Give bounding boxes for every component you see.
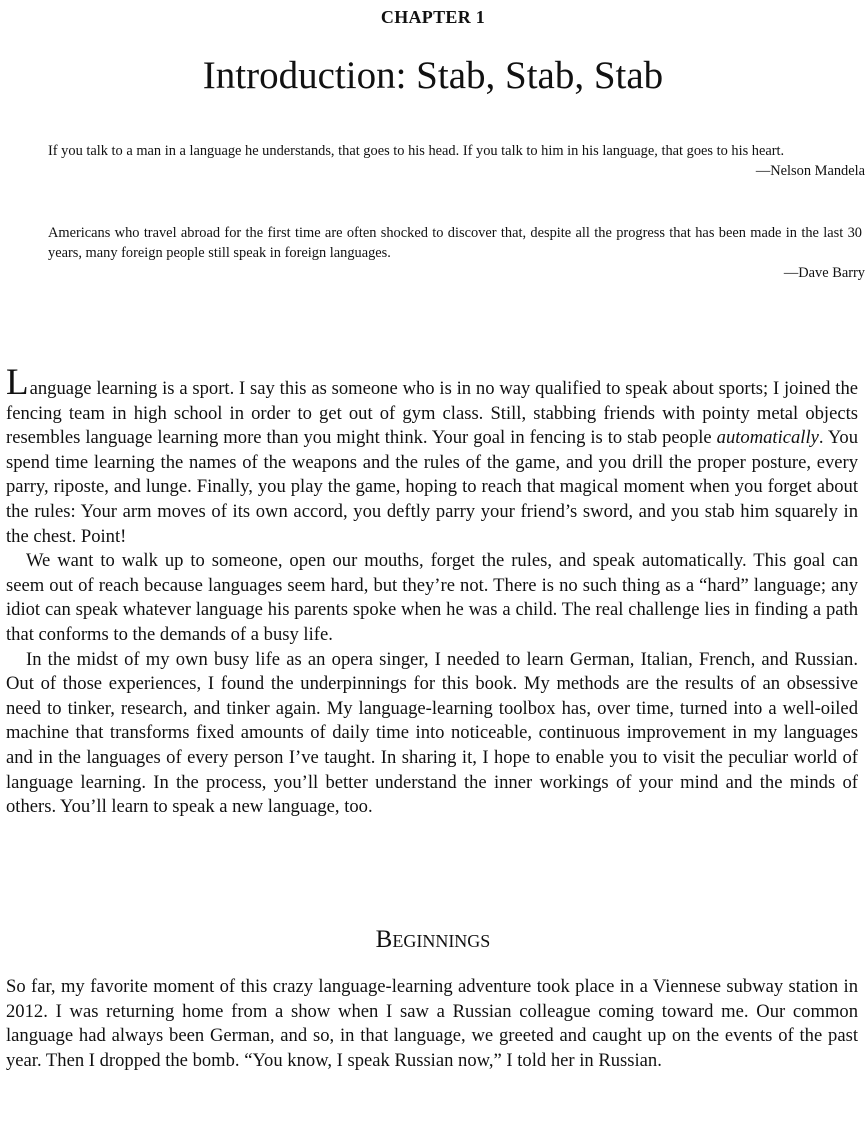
epigraph	[48, 141, 865, 181]
epigraph-quote: If you talk to a man in a language he understands, that goes to his head. If you talk to him in his language, that goes to his heart.	[48, 143, 785, 159]
chapter-body	[6, 362, 858, 820]
emphasis-text: automatically	[716, 427, 819, 449]
paragraph: We want to walk up to someone, open our mouths, forget the rules, and speak automatically. This goal can seem out of reach because languages seem hard, but they’re not. There is no such thing as a “hard” language; any idiot can speak whatever language his parents spoke when he was a child. The real challenge lies in finding a path that conforms to the demands of a busy life.	[6, 550, 858, 645]
paragraph	[6, 362, 858, 549]
chapter-label: CHAPTER 1	[380, 7, 486, 27]
epigraph	[48, 223, 865, 283]
paragraph: In the midst of my own busy life as an opera singer, I needed to learn German, Italian, French, and Russian. Out of those experiences, I found the underpinnings for this book. My methods are the results of an obsessive need to tinker, research, and tinker again. My language-learning toolbox has, over time, turned into a well-oiled machine that transforms fixed amounts of daily time into noticeable, continuous improvement in my languages and in the languages of every person I’ve taught. In sharing it, I hope to enable you to visit the peculiar world of language learning. In the process, you’ll better understand the inner workings of your mind and the minds of others. You’ll learn to speak a new language, too.	[6, 648, 858, 818]
chapter-title: Introduction: Stab, Stab, Stab	[202, 54, 664, 97]
epigraph-quote: Americans who travel abroad for the first time are often shocked to discover that, despite all the progress that has been made in the last 30 years, many foreign people still speak in foreign languages.	[48, 225, 862, 261]
epigraph-attribution: —Nelson Mandela	[755, 163, 865, 179]
section-body	[6, 975, 858, 1073]
epigraph-attribution: —Dave Barry	[783, 265, 865, 281]
drop-cap: L	[6, 362, 29, 403]
paragraph-text: . You spend time learning the names of the weapons and the rules of the game, and you drill the proper posture, every parry, riposte, and lunge. Finally, you play the game, hoping to reach that magical moment when you forget about the rules: Your arm moves of its own accord, you deftly parry your friend’s sword, and you stab him squarely in the chest. Point!	[6, 427, 858, 547]
paragraph-text: anguage learning is a sport. I say this as someone who is in no way qualified to speak about sports; I joined the fencing team in high school in order to get out of gym class. Still, stabbing friends with pointy metal objects resembles language learning more than you might think. Your goal in fencing is to stab people	[6, 378, 858, 449]
section-heading: Beginnings	[375, 926, 491, 953]
paragraph: So far, my favorite moment of this crazy language-learning adventure took place in a Viennese subway station in 2012. I was returning home from a show when I saw a Russian colleague coming toward me. Our common language had always been German, and so, in that language, we greeted and caught up on the events of the past year. Then I dropped the bomb. “You know, I speak Russian now,” I told her in Russian.	[6, 976, 858, 1071]
